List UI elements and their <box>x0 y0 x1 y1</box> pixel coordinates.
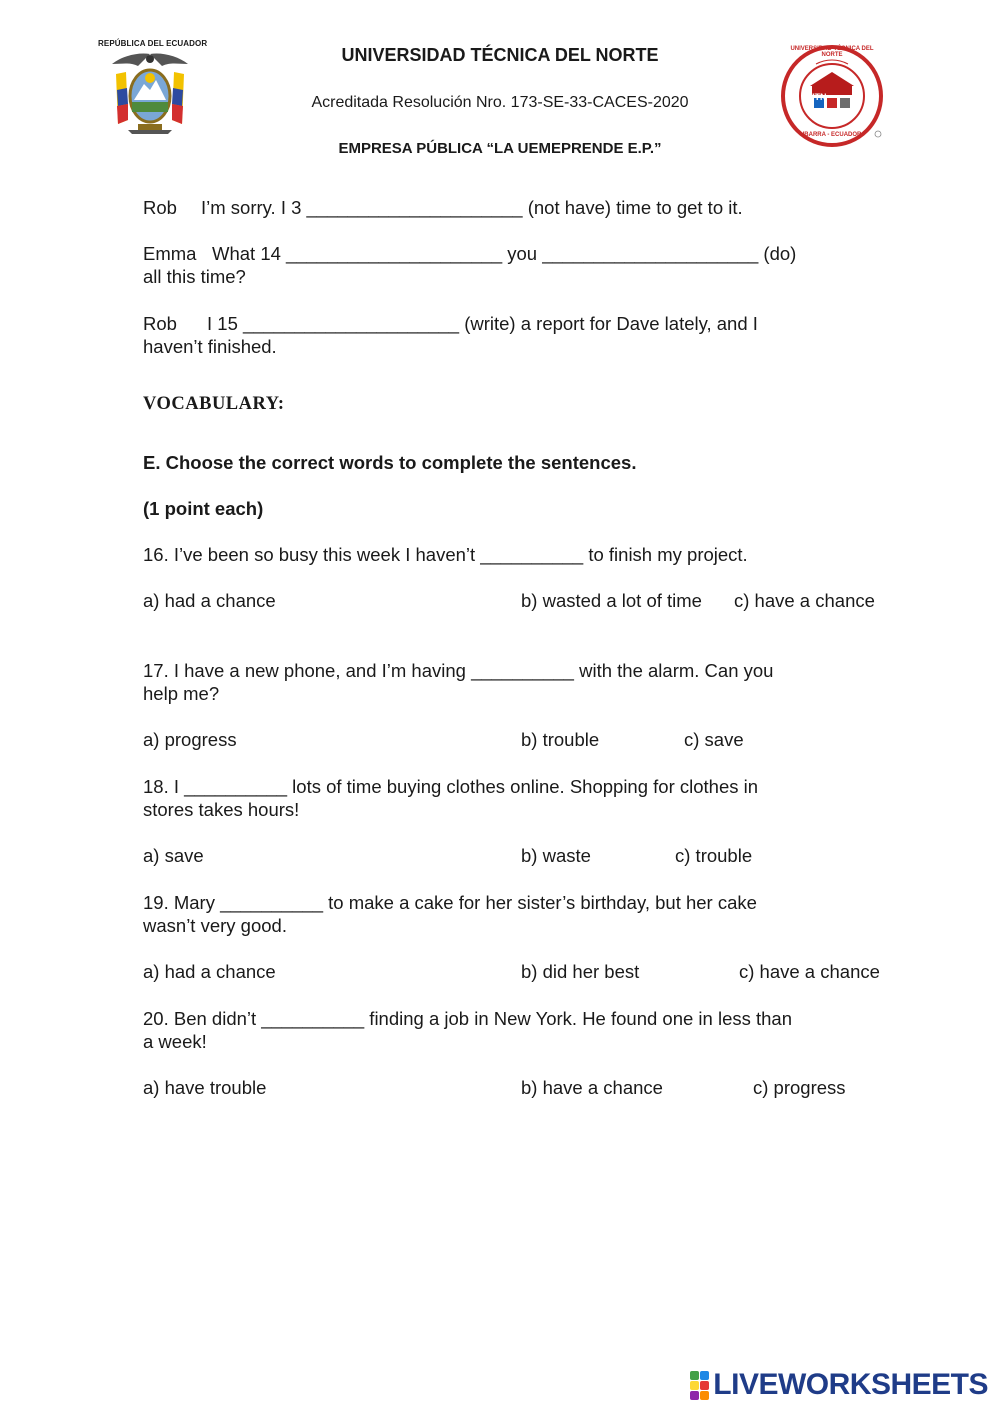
option-b[interactable]: b) wasted a lot of time <box>521 590 702 611</box>
option-a[interactable]: a) had a chance <box>143 590 276 611</box>
company-name: EMPRESA PÚBLICA “LA UEMEPRENDE E.P.” <box>338 140 662 157</box>
option-c[interactable]: c) trouble <box>675 845 753 866</box>
option-b[interactable]: b) did her best <box>521 961 640 982</box>
question-text: 19. Mary __________ to make a cake for her sister’s birthday, but her cake <box>143 892 757 913</box>
question-19 <box>143 891 757 937</box>
option-c[interactable]: c) save <box>684 729 744 750</box>
question-text-continued: stores takes hours! <box>143 799 300 820</box>
section-heading: VOCABULARY: <box>143 394 285 414</box>
question-20 <box>143 1007 792 1053</box>
option-a[interactable]: a) have trouble <box>143 1077 267 1098</box>
question-text-continued: help me? <box>143 683 220 704</box>
university-title: UNIVERSIDAD TÉCNICA DEL NORTE <box>341 45 659 65</box>
liveworksheets-logo <box>690 1368 988 1402</box>
question-text: 20. Ben didn’t __________ finding a job in New York. He found one in less than <box>143 1008 793 1029</box>
seal-initials: UTN <box>808 92 827 102</box>
option-b[interactable]: b) have a chance <box>521 1077 663 1098</box>
question-text: 18. I __________ lots of time buying clothes online. Shopping for clothes in <box>143 776 759 797</box>
question-text-continued: a week! <box>143 1031 207 1052</box>
dialogue-text-continued: all this time? <box>143 266 246 287</box>
question-17 <box>143 659 773 705</box>
dialogue-line-1 <box>143 196 743 219</box>
question-18 <box>143 775 758 821</box>
option-a[interactable]: a) save <box>143 845 204 866</box>
instruction-text: E. Choose the correct words to complete the sentences. <box>143 452 637 473</box>
accreditation-text: Acreditada Resolución Nro. 173-SE-33-CACES-2020 <box>311 94 689 111</box>
dialogue-line-3 <box>143 312 758 358</box>
option-a[interactable]: a) progress <box>143 729 237 750</box>
brand-text: LIVEWORKSHEETS <box>713 1368 988 1401</box>
question-text: 17. I have a new phone, and I’m having __________ with the alarm. Can you <box>143 660 774 681</box>
liveworksheets-grid-icon <box>690 1371 709 1400</box>
option-c[interactable]: c) have a chance <box>739 961 880 982</box>
option-a[interactable]: a) had a chance <box>143 961 276 982</box>
dialogue-line-2 <box>143 242 796 288</box>
speaker-name: Rob <box>143 197 177 218</box>
dialogue-text: I 15 _____________________ (write) a report for Dave lately, and I <box>207 313 758 334</box>
option-c[interactable]: c) progress <box>753 1077 846 1098</box>
question-text-continued: wasn’t very good. <box>143 915 287 936</box>
option-b[interactable]: b) trouble <box>521 729 600 750</box>
country-label: REPÚBLICA DEL ECUADOR <box>98 39 208 48</box>
speaker-name: Rob <box>143 313 177 334</box>
option-b[interactable]: b) waste <box>521 845 591 866</box>
points-text: (1 point each) <box>143 498 264 519</box>
option-c[interactable]: c) have a chance <box>734 590 875 611</box>
question-16: 16. I’ve been so busy this week I haven’t __________ to finish my project. <box>143 544 748 565</box>
dialogue-text: I’m sorry. I 3 _____________________ (not have) time to get to it. <box>201 197 743 218</box>
speaker-name: Emma <box>143 243 197 264</box>
seal-text-bottom: IBARRA - ECUADOR <box>802 132 862 138</box>
dialogue-text-continued: haven’t finished. <box>143 336 277 357</box>
dialogue-text: What 14 _____________________ you _____________________ (do) <box>212 243 797 264</box>
seal-text-top: UNIVERSIDAD TÉCNICA DEL NORTE <box>790 46 874 58</box>
